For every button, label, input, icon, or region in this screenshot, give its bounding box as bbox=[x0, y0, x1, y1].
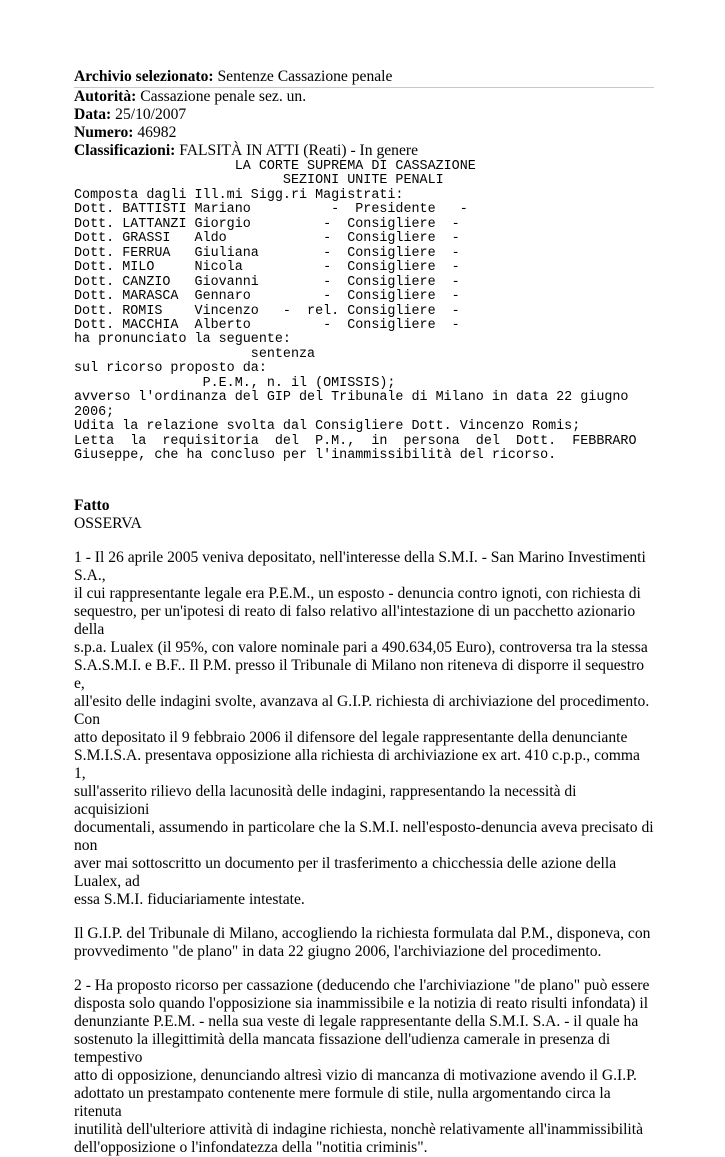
paragraph-line: S.M.I.S.A. presentava opposizione alla richiesta di archiviazione ex art. 410 c.p.p., comma 1, bbox=[74, 746, 640, 782]
court-line: 2006; bbox=[74, 404, 115, 420]
archive-row bbox=[74, 68, 654, 88]
court-composition-block bbox=[74, 160, 654, 464]
court-line: sul ricorso proposto da: bbox=[74, 361, 267, 377]
court-line: Dott. BATTISTI Mariano - Presidente - bbox=[74, 202, 468, 218]
court-line: Dott. GRASSI Aldo - Consigliere - bbox=[74, 231, 460, 247]
paragraph-line: sequestro, per un'ipotesi di reato di falso relativo all'intestazione di un pacchetto azionario della bbox=[74, 602, 636, 638]
paragraph-line: documentali, assumendo in particolare che la S.M.I. nell'esposto-denuncia aveva precisato di non bbox=[74, 818, 654, 854]
paragraph-line: s.p.a. Lualex (il 95%, con valore nominale pari a 490.634,05 Euro), controversa tra la stessa bbox=[74, 638, 648, 656]
classification-value: FALSITÀ IN ATTI (Reati) - In genere bbox=[175, 142, 418, 159]
paragraph-line: dell'opposizione o l'infondatezza della "notitia criminis". bbox=[74, 1138, 428, 1156]
court-line: Dott. MILO Nicola - Consigliere - bbox=[74, 260, 460, 276]
paragraph-line: inutilità dell'ulteriore attività di indagine richiesta, nonchè relativamente all'inammissibilità bbox=[74, 1120, 643, 1138]
paragraph-line: adottato un prestampato contenente mere formule di stile, nulla argomentando circa la ritenuta bbox=[74, 1084, 611, 1120]
archive-value: Sentenze Cassazione penale bbox=[213, 68, 393, 85]
paragraph-1 bbox=[74, 549, 654, 909]
number-value: 46982 bbox=[133, 124, 177, 141]
document-header bbox=[74, 68, 654, 160]
facts-section bbox=[74, 497, 654, 1157]
classification-label: Classificazioni: bbox=[74, 142, 176, 159]
paragraph-line: S.A.S.M.I. e B.F.. Il P.M. presso il Tribunale di Milano non riteneva di disporre il sequestro e, bbox=[74, 656, 645, 692]
court-line: Dott. ROMIS Vincenzo - rel. Consigliere - bbox=[74, 303, 460, 319]
court-line: ha pronunciato la seguente: bbox=[74, 332, 291, 348]
paragraph-line: atto di opposizione, denunciando altresì vizio di mancanza di motivazione avendo il G.I.P. bbox=[74, 1066, 637, 1084]
paragraph-line: denunziante P.E.M. - nella sua veste di legale rappresentante della S.M.I. S.A. - il quale ha bbox=[74, 1012, 639, 1030]
paragraph-line: 2 - Ha proposto ricorso per cassazione (deducendo che l'archiviazione "de plano" può essere bbox=[74, 976, 650, 994]
paragraph-line: il cui rappresentante legale era P.E.M., un esposto - denuncia contro ignoti, con richiesta di bbox=[74, 584, 641, 602]
archive-label: Archivio selezionato: bbox=[74, 68, 214, 85]
number-label: Numero: bbox=[74, 124, 134, 141]
authority-row bbox=[74, 88, 654, 106]
court-line: Dott. CANZIO Giovanni - Consigliere - bbox=[74, 274, 460, 290]
court-line: LA CORTE SUPREMA DI CASSAZIONE bbox=[74, 159, 476, 174]
authority-label: Autorità: bbox=[74, 88, 137, 105]
paragraph-3 bbox=[74, 977, 654, 1157]
paragraph-line: Il G.I.P. del Tribunale di Milano, accogliendo la richiesta formulata dal P.M., disponeva, con bbox=[74, 924, 651, 942]
paragraph-line: provvedimento "de plano" in data 22 giugno 2006, l'archiviazione del procedimento. bbox=[74, 942, 602, 960]
number-row bbox=[74, 124, 654, 142]
paragraph-line: essa S.M.I. fiduciariamente intestate. bbox=[74, 890, 305, 908]
court-line: sentenza bbox=[74, 346, 316, 362]
paragraph-line: 1 - Il 26 aprile 2005 veniva depositato, nell'interesse della S.M.I. - San Marino Investimenti S.A., bbox=[74, 548, 646, 584]
authority-value: Cassazione penale sez. un. bbox=[136, 88, 307, 105]
osserva-heading: OSSERVA bbox=[74, 514, 142, 532]
date-value: 25/10/2007 bbox=[111, 106, 187, 123]
court-line: SEZIONI UNITE PENALI bbox=[74, 173, 444, 189]
court-line: Dott. MACCHIA Alberto - Consigliere - bbox=[74, 317, 460, 333]
paragraph-line: sull'asserito rilievo della lacunosità delle indagini, rappresentando la necessità di acquisizioni bbox=[74, 782, 577, 818]
court-line: P.E.M., n. il (OMISSIS); bbox=[74, 375, 396, 391]
classification-row bbox=[74, 142, 654, 160]
paragraph-line: all'esito delle indagini svolte, avanzava al G.I.P. richiesta di archiviazione del procedimento. Con bbox=[74, 692, 650, 728]
court-line: Udita la relazione svolta dal Consigliere Dott. Vincenzo Romis; bbox=[74, 419, 581, 435]
court-line: Giuseppe, che ha concluso per l'inammissibilità del ricorso. bbox=[74, 448, 557, 464]
court-line: Dott. LATTANZI Giorgio - Consigliere - bbox=[74, 216, 460, 232]
paragraph-line: disposta solo quando l'opposizione sia inammissibile e la notizia di reato risulti infondata) il bbox=[74, 994, 649, 1012]
court-line: Dott. FERRUA Giuliana - Consigliere - bbox=[74, 245, 460, 261]
court-line: avverso l'ordinanza del GIP del Tribunale di Milano in data 22 giugno bbox=[74, 390, 629, 406]
court-line: Composta dagli Ill.mi Sigg.ri Magistrati: bbox=[74, 187, 404, 203]
paragraph-line: sostenuto la illegittimità della mancata fissazione dell'udienza camerale in presenza di tempestivo bbox=[74, 1030, 611, 1066]
court-line: Letta la requisitoria del P.M., in persona del Dott. FEBBRARO bbox=[74, 433, 637, 449]
paragraph-line: atto depositato il 9 febbraio 2006 il difensore del legale rappresentante della denunciante bbox=[74, 728, 628, 746]
paragraph-2 bbox=[74, 925, 654, 961]
document-page bbox=[74, 68, 654, 1157]
date-label: Data: bbox=[74, 106, 112, 123]
fatto-heading: Fatto bbox=[74, 496, 110, 514]
paragraph-line: aver mai sottoscritto un documento per il trasferimento a chicchessia delle azione della Lualex, ad bbox=[74, 854, 617, 890]
date-row bbox=[74, 106, 654, 124]
court-line: Dott. MARASCA Gennaro - Consigliere - bbox=[74, 289, 460, 305]
